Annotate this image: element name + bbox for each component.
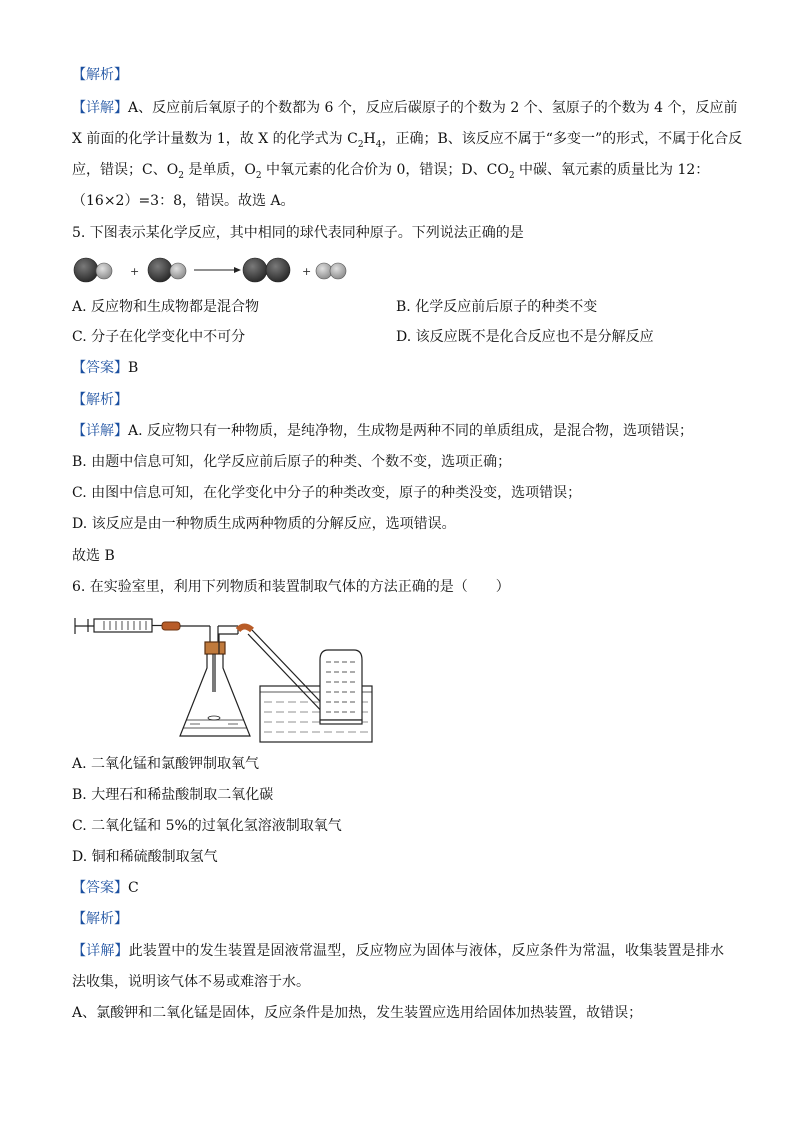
large-dark-atom (148, 258, 172, 282)
q6-answer: 【答案】C (72, 880, 139, 896)
q6-detail-paragraph: 【详解】此装置中的发生装置是固液常温型，反应物应为固体与液体，反应条件为常温，收集装置是排水法收集，说明该气体不易或难溶于水。 (72, 943, 725, 990)
syringe (75, 618, 162, 634)
q4-detail-line-1: 【详解】A、反应前后氧原子的个数都为 6 个，反应后碳原子的个数为 2 个、氢原子的个数为 4 个，反应前 (72, 100, 738, 116)
q6-apparatus-diagram (72, 608, 392, 746)
small-light-atom (330, 263, 346, 279)
large-dark-atom (266, 258, 290, 282)
plus-sign-2: + (302, 265, 312, 278)
q4-detail-line-2: X 前面的化学计量数为 1，故 X 的化学式为 $C_2H_4$，正确；B、该反应不属于“多变一”的形式，不属于化合反 (72, 131, 743, 150)
large-dark-atom (74, 258, 98, 282)
q6-option-a: A. 二氧化锰和氯酸钾制取氧气 (72, 756, 260, 772)
q5-option-c: C. 分子在化学变化中不可分 (72, 329, 246, 345)
rubber-connector-left (162, 622, 180, 630)
q5-detail-line-2: B. 由题中信息可知，化学反应前后原子的种类、个数不变，选项正确； (72, 454, 512, 470)
q6-option-c: C. 二氧化锰和 5%的过氧化氢溶液制取氧气 (72, 818, 342, 834)
q4-detail-line-4: （16×2）=3：8，错误。故选 A。 (72, 193, 295, 209)
q4-detail-line-3: 应，错误；C、$O_2$ 是单质，$O_2$ 中氧元素的化合价为 0，错误；D、$CO_2$ 中碳、氧元素的质量比为 12： (72, 162, 710, 181)
product-molecule-1 (243, 258, 290, 282)
small-light-atom (316, 263, 332, 279)
reactant-molecule-1 (74, 258, 112, 282)
reaction-arrow (194, 267, 241, 273)
q5-jiexi-tag: 【解析】 (72, 392, 128, 408)
q6-stem: 6. 在实验室里，利用下列物质和装置制取气体的方法正确的是（ ） (72, 579, 510, 595)
flask (180, 626, 250, 736)
q5-reaction-diagram (70, 254, 360, 286)
q5-option-a: A. 反应物和生成物都是混合物 (72, 299, 260, 315)
q5-stem: 5. 下图表示某化学反应，其中相同的球代表同种原子。下列说法正确的是 (72, 225, 524, 241)
q4-jiexi-tag: 【解析】 (72, 67, 128, 83)
q5-detail-line-1: 【详解】A. 反应物只有一种物质，是纯净物，生成物是两种不同的单质组成，是混合物，选项错误； (72, 423, 694, 439)
small-light-atom (96, 263, 112, 279)
small-light-atom (170, 263, 186, 279)
plus-sign-1: + (130, 265, 140, 278)
q5-option-b: B. 化学反应前后原子的种类不变 (396, 299, 598, 315)
q5-option-d: D. 该反应既不是化合反应也不是分解反应 (396, 329, 654, 345)
gas-collecting-bottle (320, 650, 362, 724)
large-dark-atom (243, 258, 267, 282)
q5-detail-line-3: C. 由图中信息可知，在化学变化中分子的种类改变，原子的种类没变，选项错误； (72, 485, 582, 501)
q5-detail-line-4: D. 该反应是由一种物质生成两种物质的分解反应，选项错误。 (72, 516, 456, 532)
delivery-tube (219, 626, 238, 642)
q6-detail-line-a: A、氯酸钾和二氧化锰是固体，反应条件是加热，发生装置应选用给固体加热装置，故错误； (72, 1005, 643, 1021)
q5-answer: 【答案】B (72, 360, 139, 376)
q6-option-d: D. 铜和稀硫酸制取氢气 (72, 849, 218, 865)
reactant-molecule-2 (148, 258, 186, 282)
q5-conclusion: 故选 B (72, 548, 115, 564)
rubber-connector-right (238, 627, 252, 631)
q6-option-b: B. 大理石和稀盐酸制取二氧化碳 (72, 787, 274, 803)
product-molecule-2 (316, 263, 346, 279)
q6-jiexi-tag: 【解析】 (72, 911, 128, 927)
